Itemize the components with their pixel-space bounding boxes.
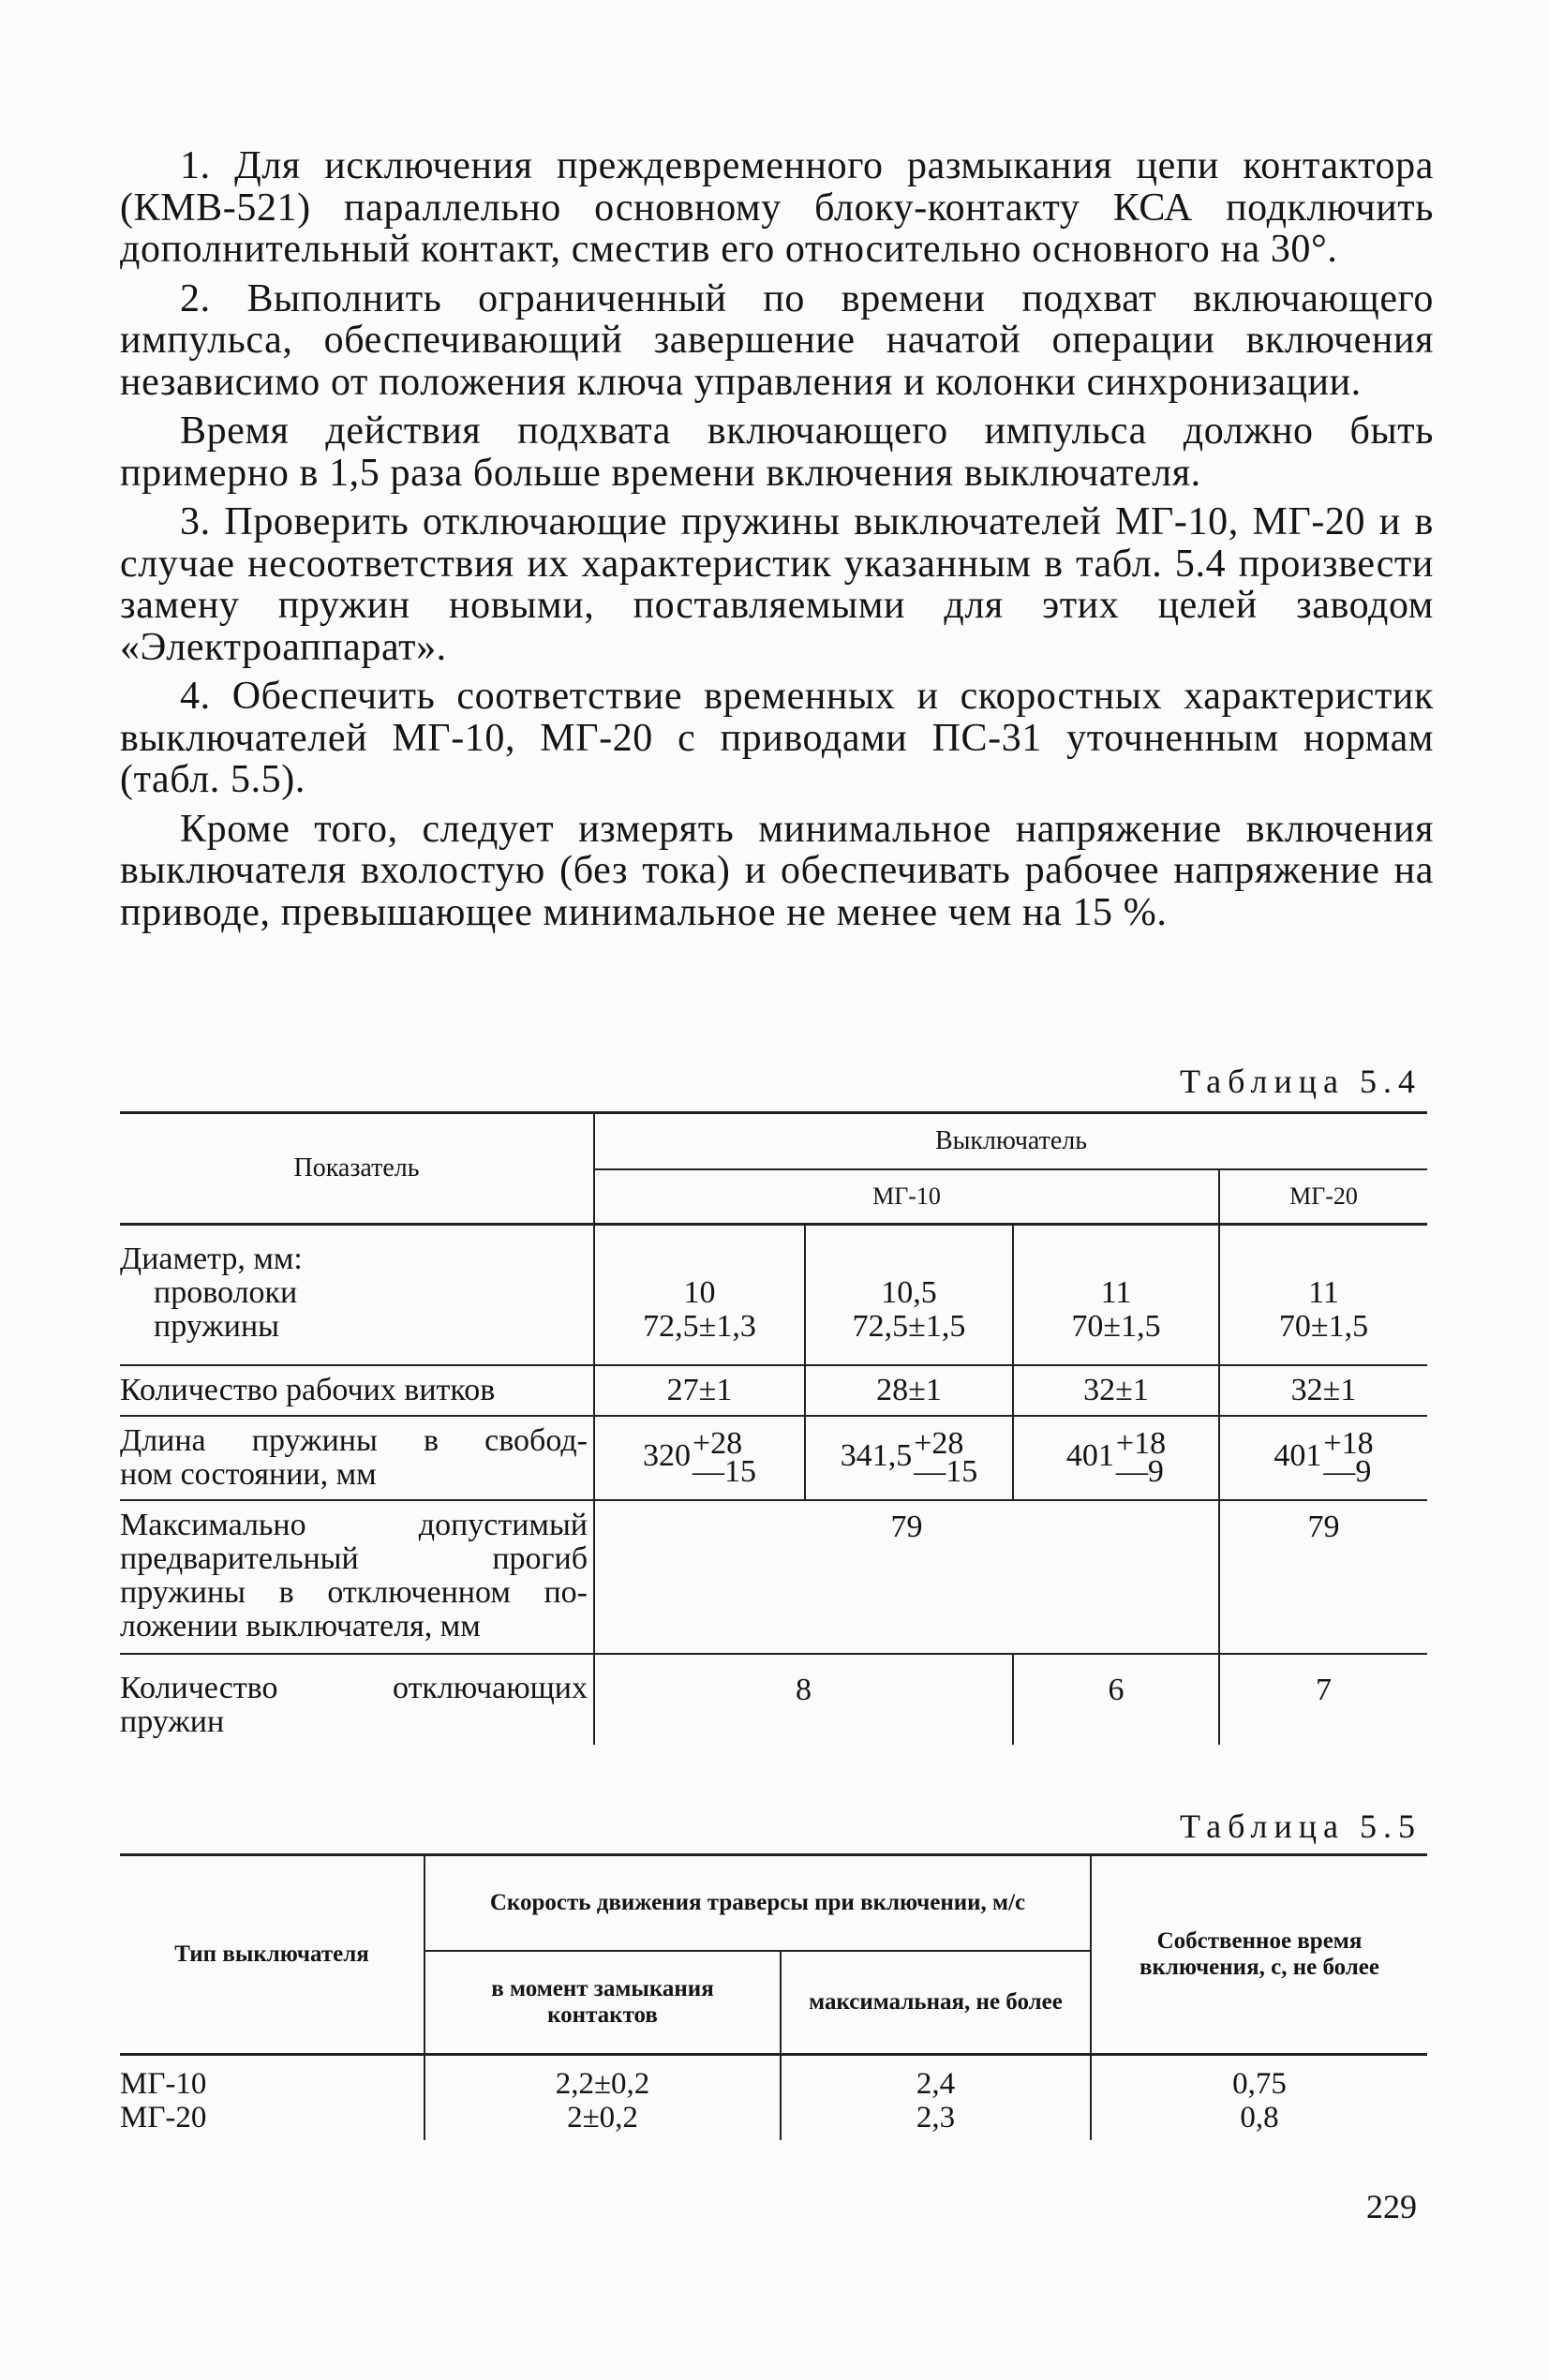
header-max: максимальная, не более (781, 1951, 1091, 2055)
cell-length-2-up: +28 (914, 1426, 964, 1461)
cell-deflection-mg20: 79 (1219, 1500, 1427, 1654)
cell-contact-1: 2,2±0,2 (555, 2067, 650, 2101)
cell-length-1-down: —15 (693, 1454, 756, 1489)
header-mg20: МГ-20 (1219, 1169, 1427, 1225)
table-row (120, 1365, 1427, 1416)
table-row (120, 1225, 1427, 1366)
diameter-label: Диаметр, мм: (120, 1242, 303, 1276)
cell-springs-c: 7 (1219, 1654, 1427, 1745)
paragraph-4: 3. Проверить отключающие пружины выключателей МГ-10, МГ-20 и в случае несоответствия их характеристик указанным в табл. 5.4 произвести замену пружин новыми, поставляемыми для этих целей заводом «Электроаппарат». (120, 500, 1434, 669)
cell-max-2: 2,3 (916, 2101, 956, 2135)
table-5-4-caption: Таблица 5.4 (1180, 1063, 1422, 1100)
header-indicator: Показатель (120, 1114, 594, 1225)
cell-wire-4: 11 (1308, 1275, 1339, 1310)
cell-length-3-up: +18 (1115, 1426, 1167, 1461)
cell-length-1-up: +28 (693, 1426, 743, 1461)
cell-springs-a: 8 (594, 1654, 1013, 1745)
deflection-label-4: ложении выключателя, мм (120, 1609, 481, 1644)
cell-type-1: МГ-10 (120, 2067, 207, 2101)
cell-length-2-down: —15 (914, 1454, 978, 1489)
cell-length-4-up: +18 (1323, 1426, 1374, 1461)
cell-type-2: МГ-20 (120, 2101, 207, 2135)
table-row (120, 1416, 1427, 1500)
table-5-4 (120, 1111, 1427, 1745)
header-speed: Скорость движения траверсы при включении, м/с (424, 1856, 1091, 1951)
cell-wire-2: 10,5 (881, 1275, 937, 1310)
cell-spring-4: 70±1,5 (1278, 1309, 1369, 1344)
cell-length-3-base: 401 (1065, 1437, 1114, 1473)
cell-deflection-mg10: 79 (594, 1500, 1219, 1654)
spring-label: пружины (154, 1309, 280, 1344)
body-text (120, 145, 1434, 941)
wire-label: проволоки (154, 1275, 298, 1310)
table-5-5-caption: Таблица 5.5 (1180, 1807, 1422, 1845)
turns-label: Количество рабочих витков (120, 1365, 594, 1416)
paragraph-3: Время действия подхвата включающего импульса должно быть примерно в 1,5 раза больше времени включения выключателя. (120, 409, 1434, 495)
header-mg10: МГ-10 (594, 1169, 1219, 1225)
cell-springs-b: 6 (1013, 1654, 1219, 1745)
table-5-5 (120, 1853, 1427, 2140)
header-type: Тип выключателя (120, 1856, 424, 2055)
cell-wire-1: 10 (683, 1275, 716, 1310)
header-switch: Выключатель (594, 1114, 1427, 1169)
deflection-label-1: Максимально допустимый (120, 1508, 588, 1542)
deflection-label-3: пружины в отключенном по- (120, 1575, 588, 1610)
cell-turns-3: 32±1 (1013, 1365, 1219, 1416)
length-label-1: Длина пружины в свобод- (120, 1423, 588, 1458)
header-time: Собственное время включения, с, не более (1091, 1856, 1427, 2055)
cell-length-4-base: 401 (1273, 1437, 1322, 1473)
cell-time-2: 0,8 (1240, 2101, 1279, 2135)
deflection-label-2: предварительный прогиб (120, 1541, 588, 1576)
cell-spring-2: 72,5±1,5 (852, 1309, 966, 1344)
cell-spring-3: 70±1,5 (1071, 1309, 1161, 1344)
table-row (120, 2055, 1427, 2141)
cell-spring-1: 72,5±1,3 (643, 1309, 756, 1344)
header-contact: в момент замыкания контактов (424, 1951, 781, 2055)
paragraph-6: Кроме того, следует измерять минимальное напряжение включения выключателя вхолостую (без тока) и обеспечивать рабочее напряжение на приводе, превышающее минимальное не менее чем на 15 %. (120, 807, 1434, 934)
cell-turns-4: 32±1 (1219, 1365, 1427, 1416)
springs-label-1: Количество отключающих (120, 1671, 588, 1705)
cell-length-1-base: 320 (643, 1437, 691, 1473)
paragraph-1: 1. Для исключения преждевременного размыкания цепи контактора (КМВ-521) параллельно основному блоку-контакту КСА подключить дополнительный контакт, сместив его относительно основного на 30°. (120, 144, 1434, 271)
cell-turns-1: 27±1 (594, 1365, 805, 1416)
cell-length-4-down: —9 (1323, 1454, 1372, 1489)
cell-max-1: 2,4 (916, 2067, 956, 2101)
cell-turns-2: 28±1 (805, 1365, 1013, 1416)
table-row (120, 1500, 1427, 1654)
length-label-2: ном состоянии, мм (120, 1457, 377, 1492)
page-number: 229 (1366, 2188, 1417, 2225)
paragraph-5: 4. Обеспечить соответствие временных и скоростных характеристик выключателей МГ-10, МГ-20 с приводами ПС-31 уточненным нормам (табл. 5.5). (120, 675, 1434, 801)
cell-length-3-down: —9 (1115, 1454, 1164, 1489)
cell-time-1: 0,75 (1232, 2067, 1287, 2101)
table-row (120, 1654, 1427, 1745)
cell-wire-3: 11 (1100, 1275, 1132, 1310)
cell-length-2-base: 341,5 (840, 1437, 913, 1473)
springs-label-2: пружин (120, 1704, 225, 1739)
cell-contact-2: 2±0,2 (567, 2101, 638, 2135)
paragraph-2: 2. Выполнить ограниченный по времени подхват включающего импульса, обеспечивающий завершение начатой операции включения независимо от положения ключа управления и колонки синхронизации. (120, 276, 1434, 404)
